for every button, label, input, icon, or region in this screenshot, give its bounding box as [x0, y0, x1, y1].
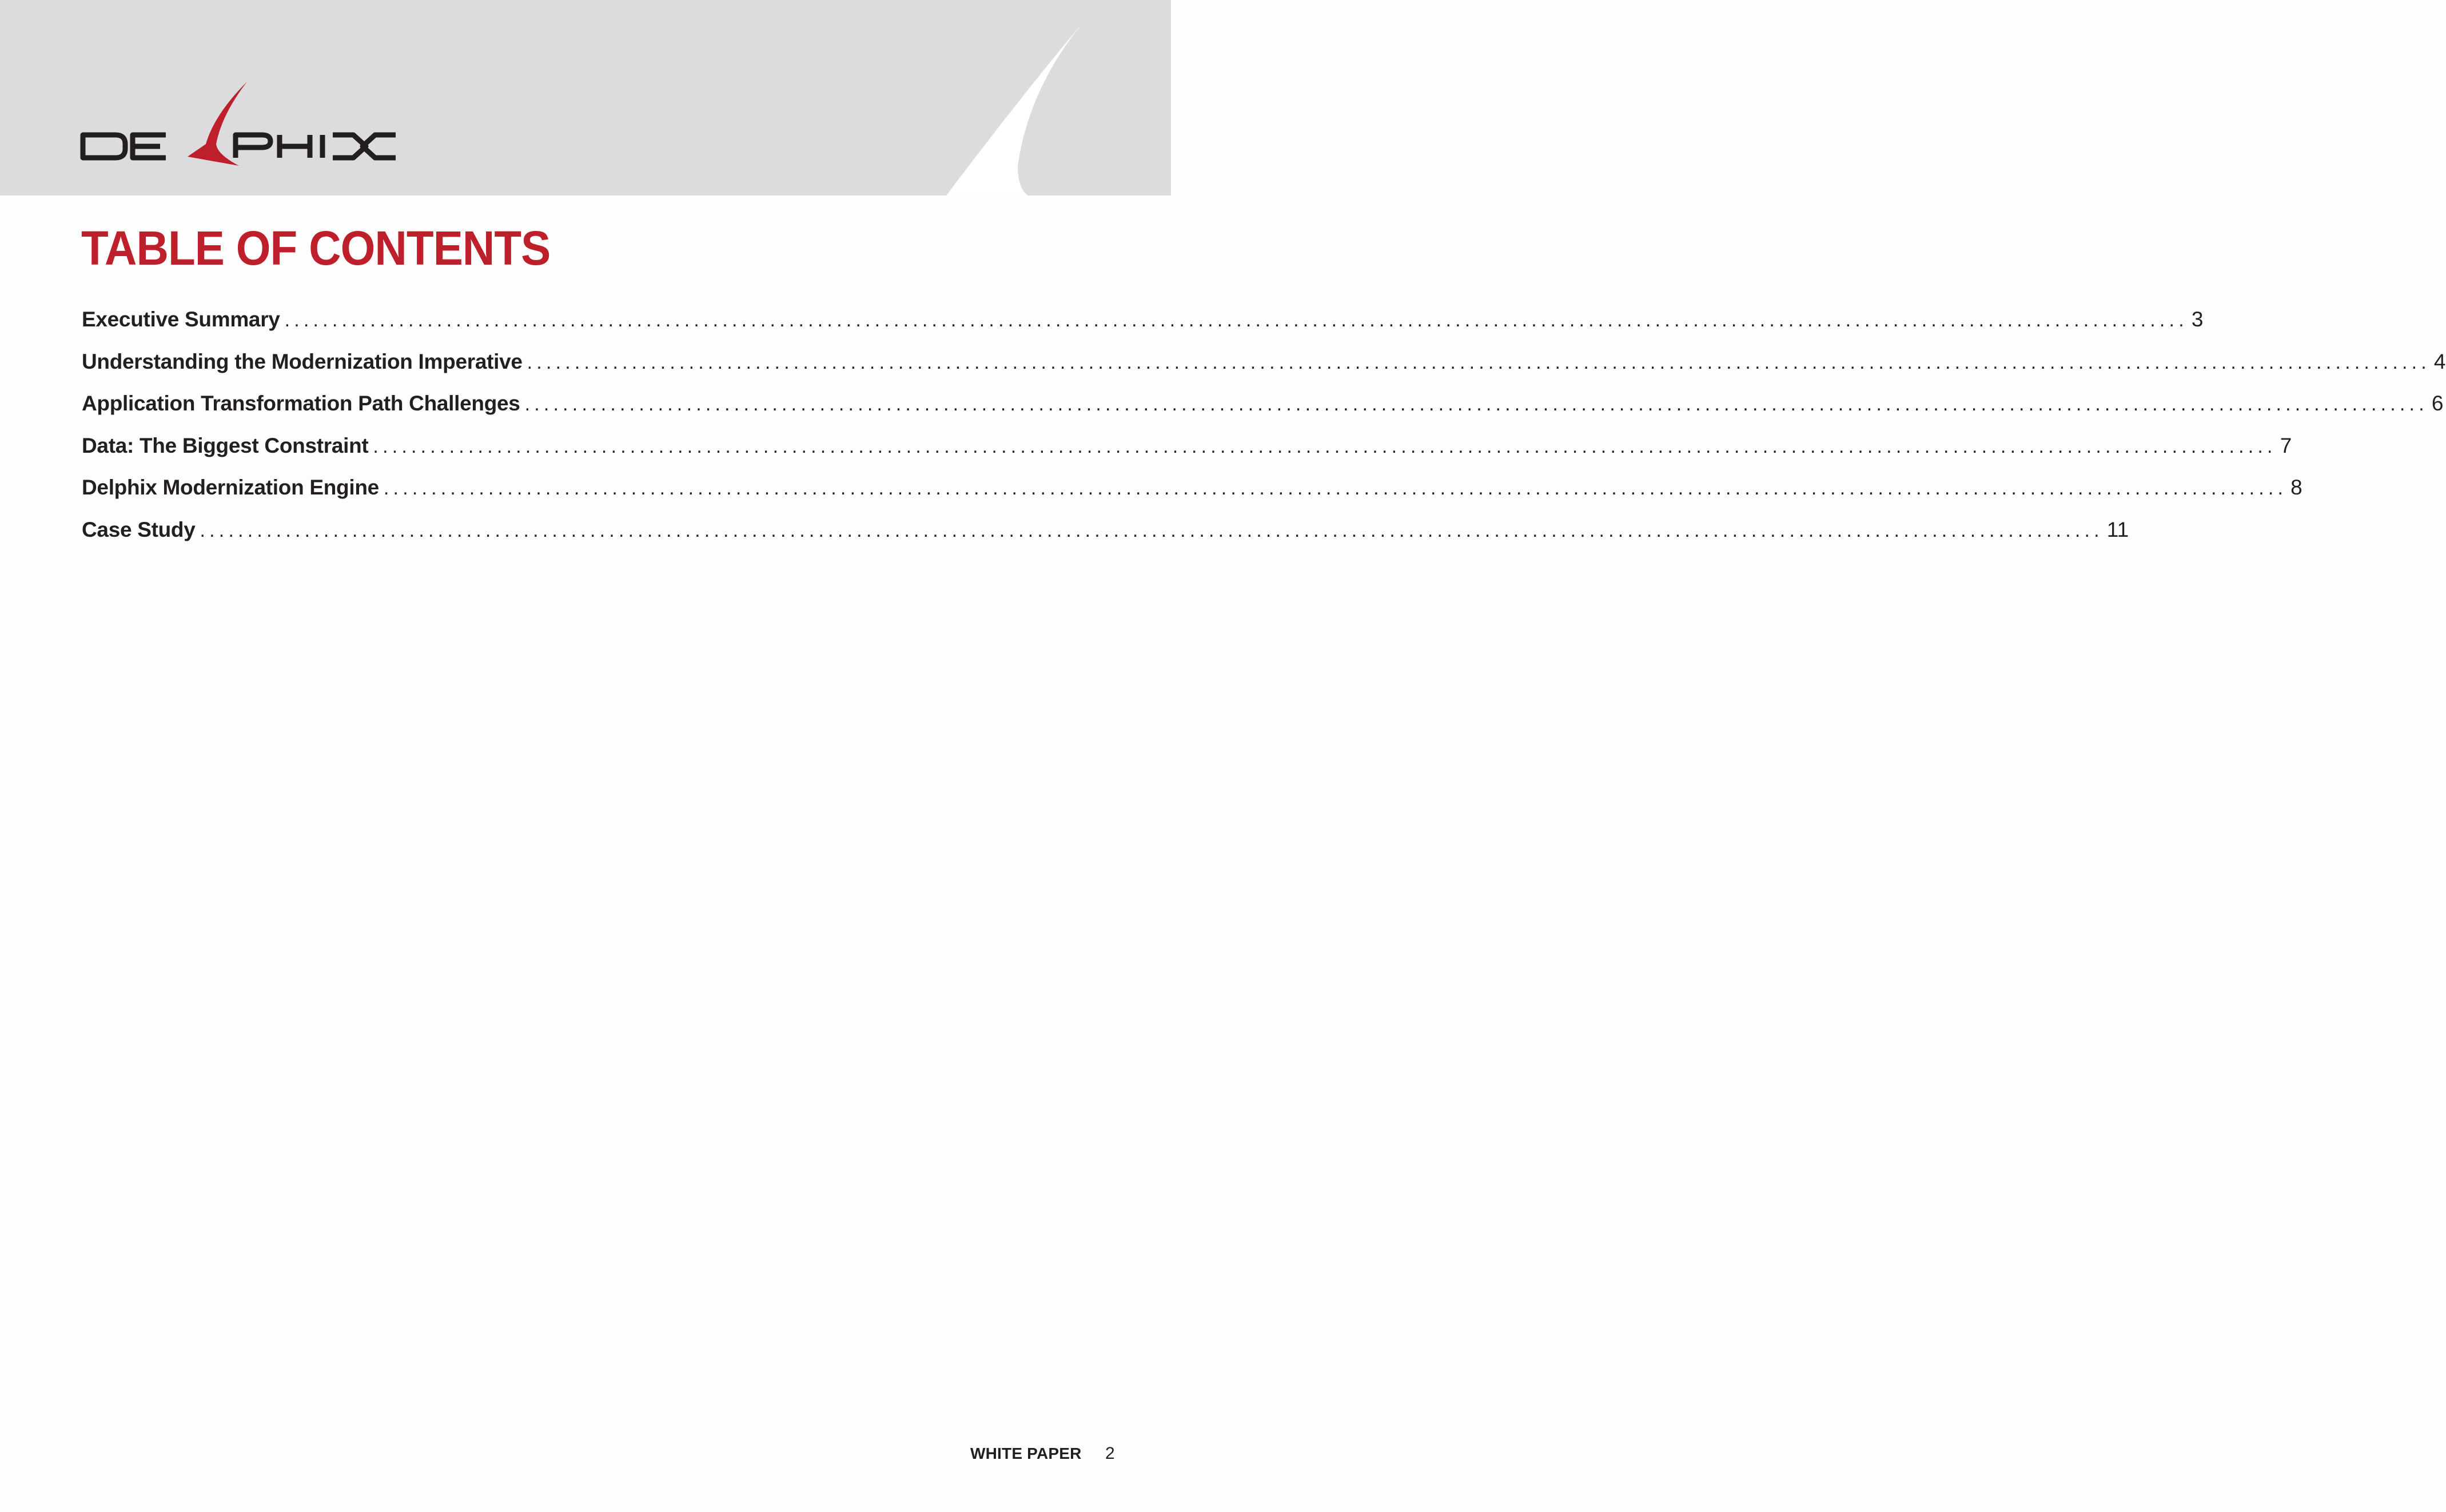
toc-entry[interactable] — [82, 517, 2129, 561]
toc-entry-page: 4 — [2433, 349, 2446, 373]
toc-leader-dots: ........................................................................................................................................................................................................ — [200, 519, 2104, 541]
toc-entry-label: Data: The Biggest Constraint — [82, 433, 369, 457]
toc-entry[interactable] — [82, 433, 2292, 477]
footer-page-number: 2 — [1105, 1444, 1115, 1463]
toc-leader-dots: ........................................................................................................................................................................................................ — [524, 393, 2428, 416]
toc-entry[interactable] — [82, 349, 2446, 393]
toc-entry[interactable] — [82, 392, 2444, 435]
footer-doc-type: WHITE PAPER — [970, 1445, 1082, 1462]
toc-entry-page: 6 — [2431, 392, 2444, 416]
toc-entry-page: 7 — [2280, 433, 2292, 457]
toc-entry-page: 8 — [2290, 476, 2302, 500]
toc-entry-page: 3 — [2191, 308, 2204, 331]
delphix-logo — [80, 80, 400, 171]
toc-entry-label: Executive Summary — [82, 308, 280, 331]
toc-entry-label: Case Study — [82, 517, 196, 541]
toc-list — [82, 308, 2446, 561]
toc-entry-label: Delphix Modernization Engine — [82, 476, 379, 500]
toc-leader-dots: ........................................................................................................................................................................................................ — [527, 351, 2431, 373]
toc-leader-dots: ........................................................................................................................................................................................................ — [373, 435, 2277, 457]
toc-entry-label: Application Transformation Path Challenges — [82, 392, 520, 416]
toc-leader-dots: ........................................................................................................................................................................................................ — [284, 309, 2188, 331]
toc-entry-label: Understanding the Modernization Imperative — [82, 349, 523, 373]
toc-entry-page: 11 — [2106, 517, 2129, 541]
toc-entry[interactable] — [82, 476, 2302, 519]
toc-title: TABLE OF CONTENTS — [81, 221, 551, 275]
toc-entry[interactable] — [82, 308, 2204, 351]
toc-leader-dots: ........................................................................................................................................................................................................ — [383, 477, 2288, 500]
